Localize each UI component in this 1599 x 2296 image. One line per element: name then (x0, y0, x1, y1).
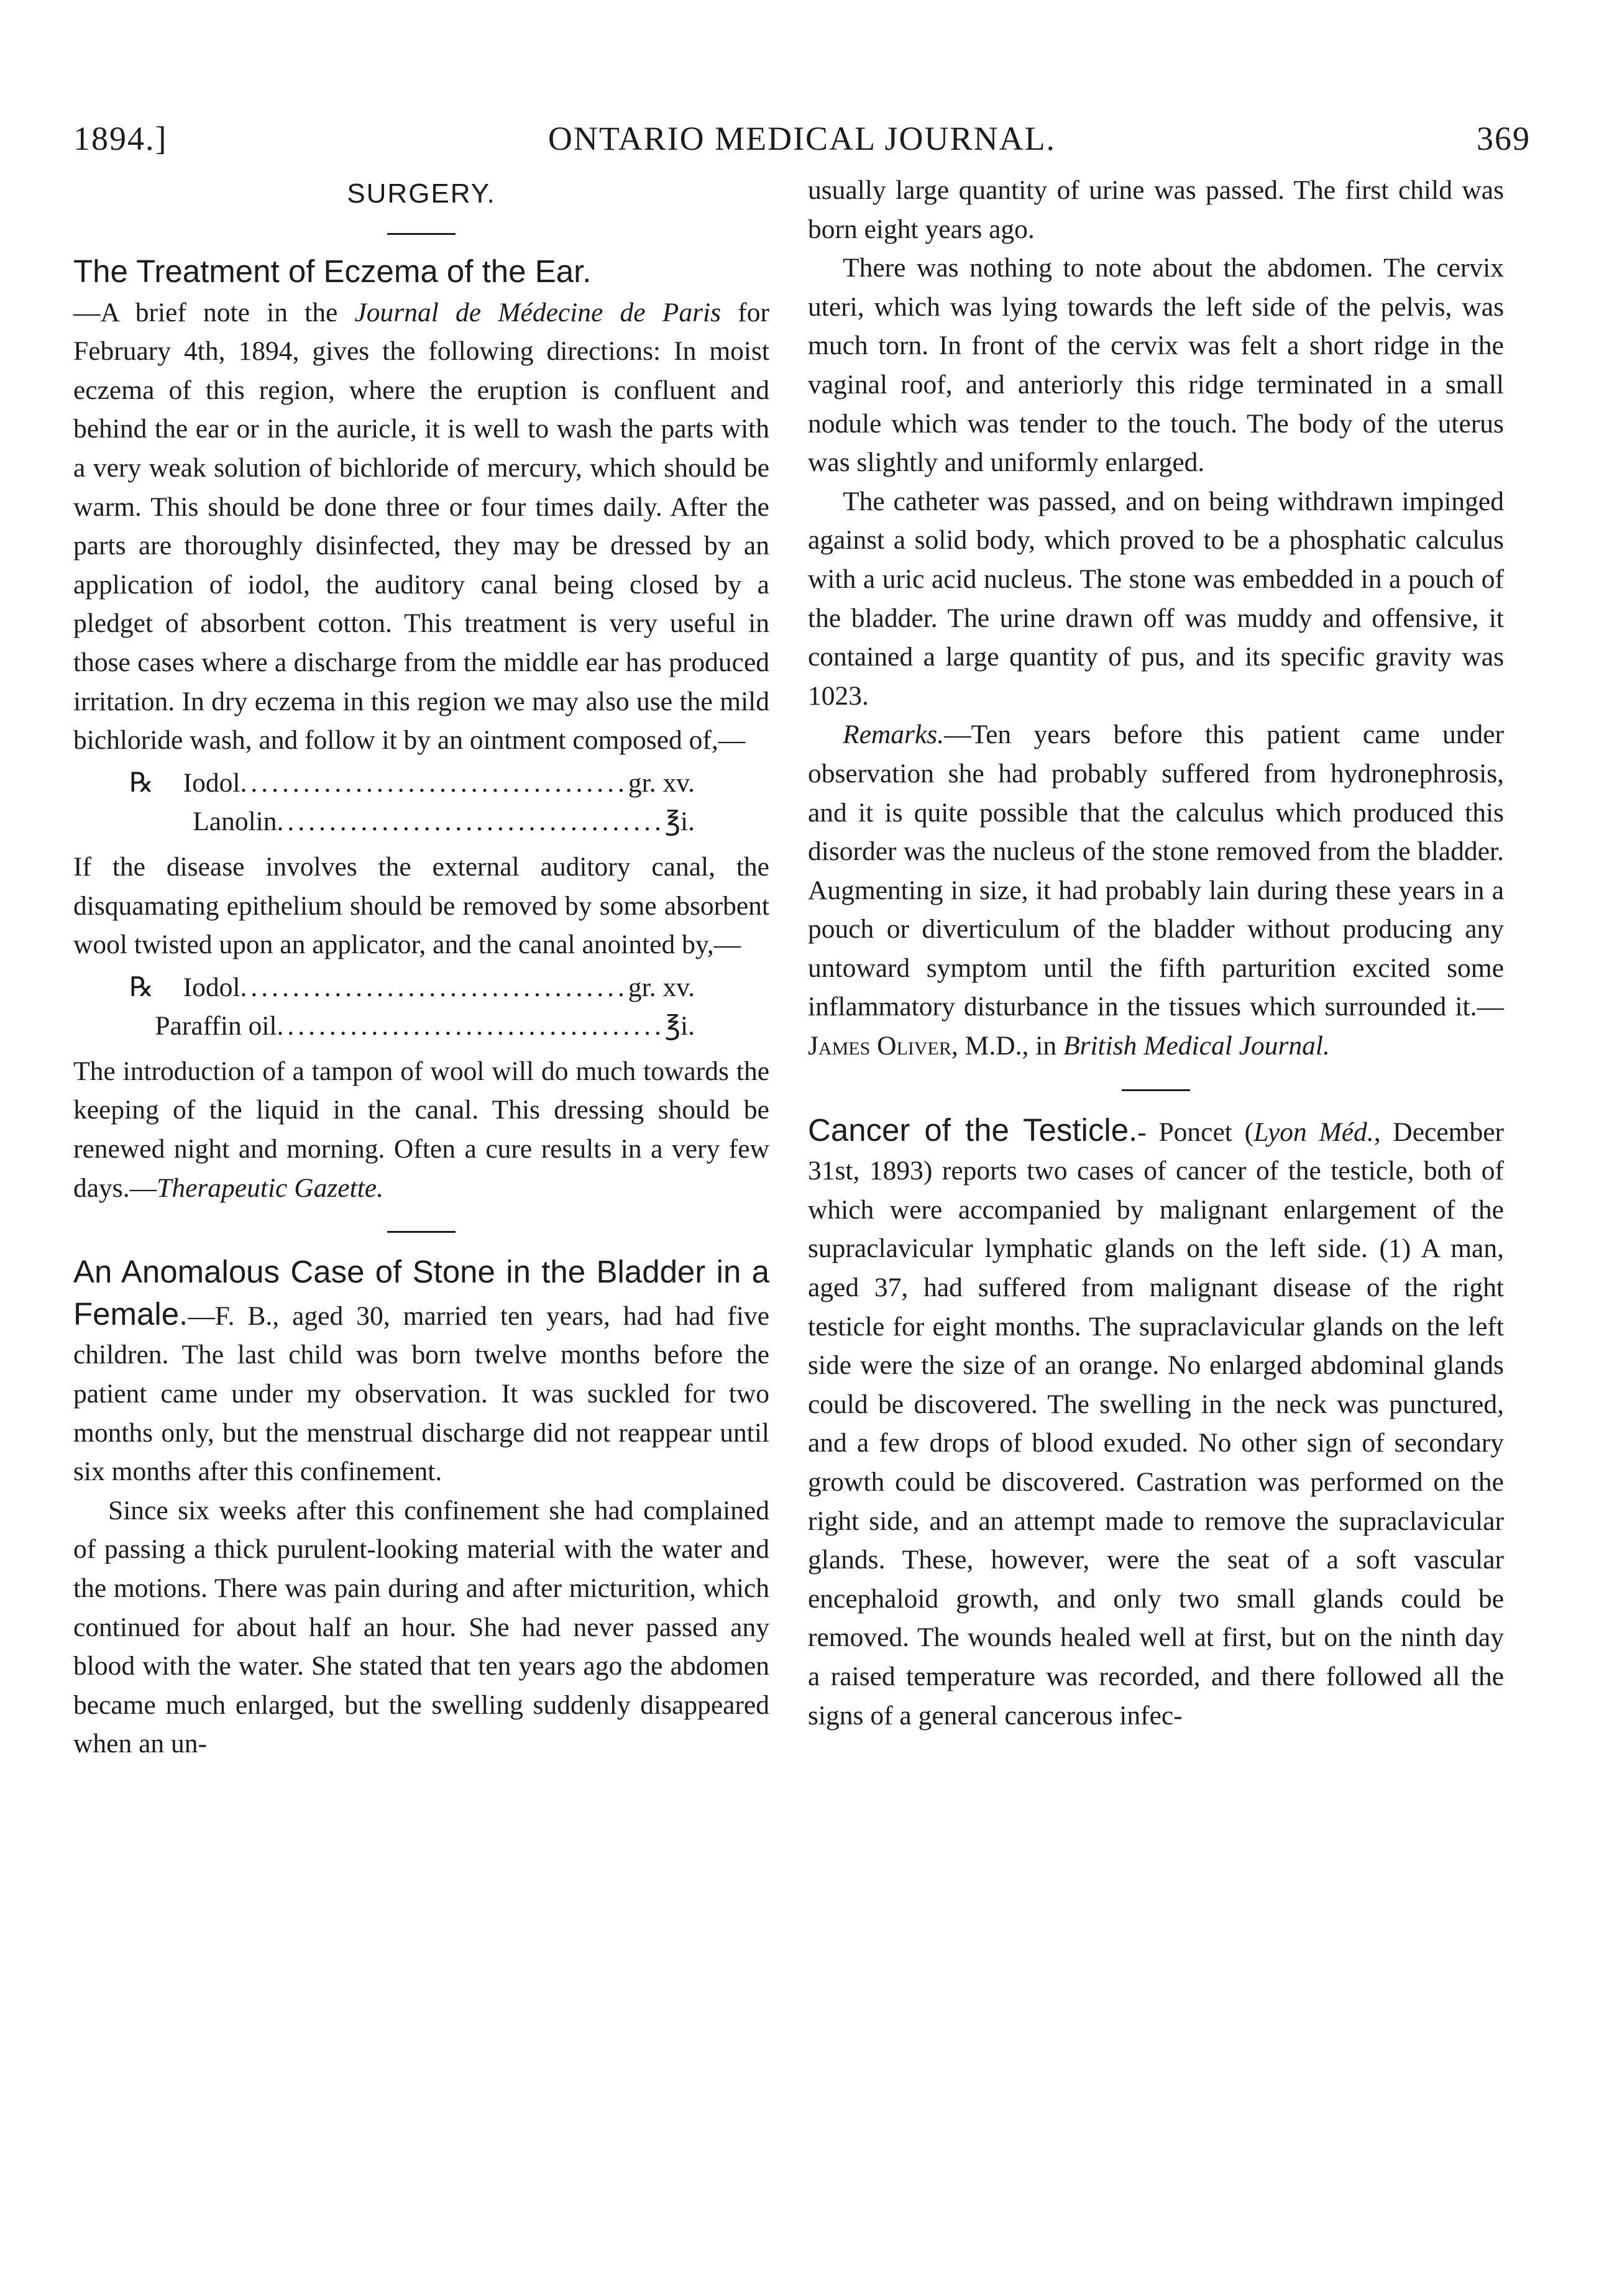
paragraph: The introduction of a tampon of wool will do much towards the keeping of the liquid in the canal. This dressing should be renewed night and morning. Often a cure results in a very few days.—Therapeutic Gazette. (73, 1056, 769, 1203)
article-title-cancer: Cancer of the Testicle. (808, 1112, 1138, 1148)
prescription-line: ℞ Iodol ..................................... gr. xv. (129, 972, 695, 1002)
source-citation: Therapeutic Gazette. (157, 1173, 383, 1203)
paragraph: If the disease involves the external auditory canal, the disquamating epithelium should be removed by some absorbent wool twisted upon an applicator, and the canal anointed by,— (73, 851, 769, 960)
remarks-label: Remarks. (843, 720, 945, 750)
left-column (73, 171, 769, 1763)
source-citation: British Medical Journal. (1063, 1031, 1330, 1061)
header-year: 1894.] (73, 120, 168, 157)
prescription-line: Paraffin oil ..................................... ℥i. (155, 1011, 695, 1041)
right-column (808, 171, 1504, 1735)
section-rule (387, 233, 456, 235)
article-eczema-intro: The Treatment of Eczema of the Ear. —A brief note in the Journal de Médecine de Paris for February 4th, 1894, gives the following directions: In moist eczema of this region, where the eruption is confluent and behind the ear or in the auricle, it is well to wash the parts with a very weak solution of bichloride of mercury, which should be warm. This should be done three or four times daily. After the parts are thoroughly disinfected, they may be dressed by an application of iodol, the auditory canal being closed by a pledget of absorbent cotton. This treatment is very useful in those cases where a discharge from the middle ear has produced irritation. In dry eczema in this region we may also use the mild bichloride wash, and follow it by an ointment composed of,— (73, 254, 769, 756)
author-name: James Oliver (808, 1031, 951, 1061)
prescription-1 (73, 764, 769, 841)
paragraph: The catheter was passed, and on being withdrawn impinged against a solid body, which proved to be a phosphatic calculus with a uric acid nucleus. The stone was embedded in a pouch of the bladder. The urine drawn off was muddy and offensive, it contained a large quantity of pus, and its specific gravity was 1023. (808, 486, 1504, 711)
prescription-line: Lanolin ..................................... ℥i. (193, 807, 695, 837)
header-journal-title: ONTARIO MEDICAL JOURNAL. (548, 120, 1056, 157)
article-divider (387, 1231, 456, 1233)
paragraph: There was nothing to note about the abdomen. The cervix uteri, which was lying towards the left side of the pelvis, was much torn. In front of the cervix was felt a short ridge in the vaginal roof, and anteriorly this ridge terminated in a small nodule which was tender to the touch. The body of the uterus was slightly and uniformly enlarged. (808, 253, 1504, 478)
prescription-2 (73, 968, 769, 1046)
source-citation: Lyon Méd. (1253, 1117, 1374, 1147)
paragraph-remarks: Remarks.—Ten years before this patient came under observation she had probably suffered from hydronephrosis, and it is quite possible that the calculus which produced this disorder was the nucleus of the stone removed from the bladder. Augmenting in size, it had probably lain during these years in a pouch or diverticulum of the bladder without producing any untoward symptom until the fifth parturition excited some inflammatory disturbance in the tissues which surrounded it.—James Oliver, M.D., in British Medical Journal. (808, 720, 1504, 1061)
article-cancer-intro: Cancer of the Testicle.- Poncet (Lyon Méd., December 31st, 1893) reports two cases of cancer of the testicle, both of which were accompanied by malignant enlargement of the supraclavicular lymphatic glands on the left side. (1) A man, aged 37, had suffered from malignant disease of the right testicle for eight months. The supraclavicular glands on the left side were the size of an orange. No enlarged abdominal glands could be discovered. The swelling in the neck was punctured, and a few drops of blood exuded. No other sign of secondary growth could be discovered. Castration was performed on the right side, and an attempt made to remove the supraclavicular glands. These, however, were the seat of a soft vascular encephaloid growth, and only two small glands could be removed. The wounds healed well at first, but on the ninth day a raised temperature was recorded, and there followed all the signs of a general cancerous infec- (808, 1112, 1505, 1731)
paragraph: Since six weeks after this confinement she had complained of passing a thick purulent-looking material with the water and the motions. There was pain during and after micturition, which continued for about half an hour. She had never passed any blood with the water. She stated that ten years ago the abdomen became much enlarged, but the swelling suddenly disappeared when an un- (73, 1495, 769, 1759)
article-divider (1122, 1089, 1190, 1091)
header-page-number: 369 (1477, 120, 1531, 157)
running-header (73, 119, 1531, 175)
prescription-line: ℞ Iodol ..................................... gr. xv. (129, 767, 695, 798)
paragraph: usually large quantity of urine was passed. The first child was born eight years ago. (808, 175, 1504, 244)
article-title-stone: An Anomalous Case of Stone in the Bladder in a Female. (73, 1254, 769, 1332)
journal-citation: Journal de Médecine de Paris (354, 297, 722, 327)
section-heading: SURGERY. (347, 178, 496, 209)
article-stone-intro: An Anomalous Case of Stone in the Bladder in a Female.—F. B., aged 30, married ten years, had had five children. The last child was born twelve months before the patient came under my observation. It was suckled for two months only, but the menstrual discharge did not reappear until six months after this confinement. (73, 1254, 769, 1487)
article-title-eczema: The Treatment of Eczema of the Ear. (73, 254, 592, 289)
